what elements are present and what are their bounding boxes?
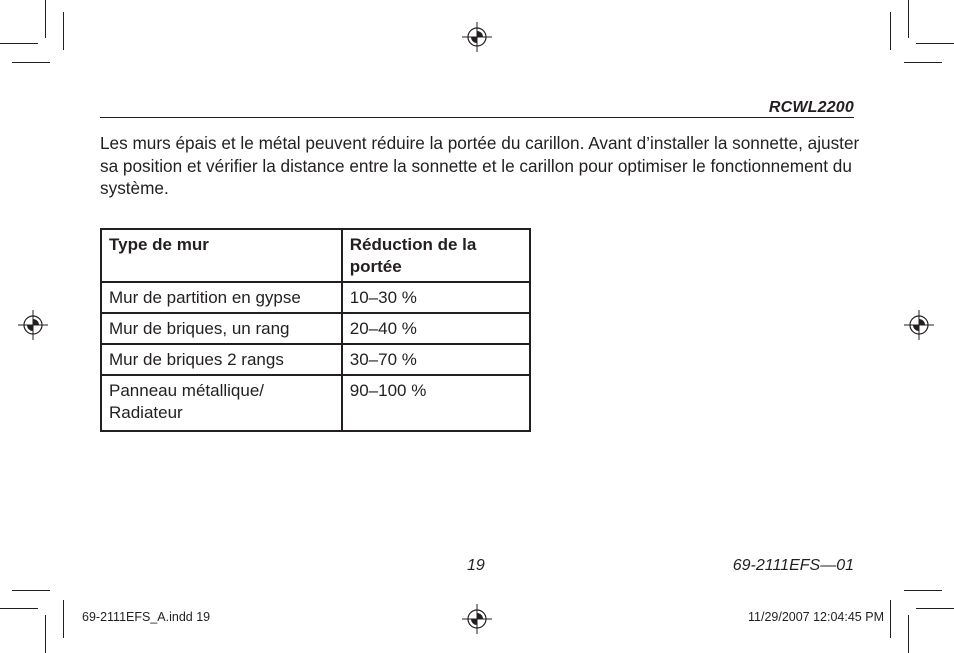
wall-type-table — [100, 228, 531, 432]
crop-mark — [890, 600, 891, 638]
table-header-row — [101, 229, 530, 282]
wall-type-cell: Mur de partition en gypse — [101, 282, 342, 313]
reduction-cell: 20–40 % — [342, 313, 530, 344]
crop-mark — [63, 12, 64, 50]
registration-mark-icon — [462, 604, 492, 634]
column-header-wall-type: Type de mur — [101, 229, 342, 282]
reduction-cell: 90–100 % — [342, 375, 530, 431]
registration-mark-icon — [904, 310, 934, 340]
slug-filename: 69-2111EFS_A.indd 19 — [82, 610, 211, 624]
header-rule — [100, 117, 854, 118]
column-header-range-reduction: Réduction de la portée — [342, 229, 530, 282]
crop-mark — [45, 0, 46, 38]
crop-mark — [904, 62, 942, 63]
crop-mark — [916, 43, 954, 44]
table-row — [101, 344, 530, 375]
intro-paragraph: Les murs épais et le métal peuvent réduire la portée du carillon. Avant d’installer la sonnette, ajuster sa position et vérifier la distance entre la sonnette et le carillon pour optimiser le fonctionnement du système. — [100, 133, 860, 198]
crop-mark — [63, 600, 64, 638]
crop-mark — [12, 62, 50, 63]
reduction-cell: 30–70 % — [342, 344, 530, 375]
crop-mark — [904, 590, 942, 591]
wall-type-cell: Mur de briques 2 rangs — [101, 344, 342, 375]
crop-mark — [916, 608, 954, 609]
crop-mark — [908, 615, 909, 653]
crop-mark — [890, 12, 891, 50]
crop-mark — [12, 590, 50, 591]
page-number: 19 — [467, 557, 485, 574]
crop-mark — [45, 615, 46, 653]
model-number: RCWL2200 — [768, 99, 854, 116]
document-number: 69-2111EFS—01 — [732, 557, 854, 574]
reduction-cell: 10–30 % — [342, 282, 530, 313]
slug-timestamp: 11/29/2007 12:04:45 PM — [748, 610, 884, 624]
wall-type-cell: Panneau métallique/ Radiateur — [101, 375, 342, 431]
crop-mark — [0, 608, 38, 609]
table-row — [101, 282, 530, 313]
wall-type-cell: Mur de briques, un rang — [101, 313, 342, 344]
crop-mark — [0, 43, 38, 44]
registration-mark-icon — [18, 310, 48, 340]
crop-mark — [908, 0, 909, 38]
table-row — [101, 313, 530, 344]
table-row — [101, 375, 530, 431]
registration-mark-icon — [462, 22, 492, 52]
